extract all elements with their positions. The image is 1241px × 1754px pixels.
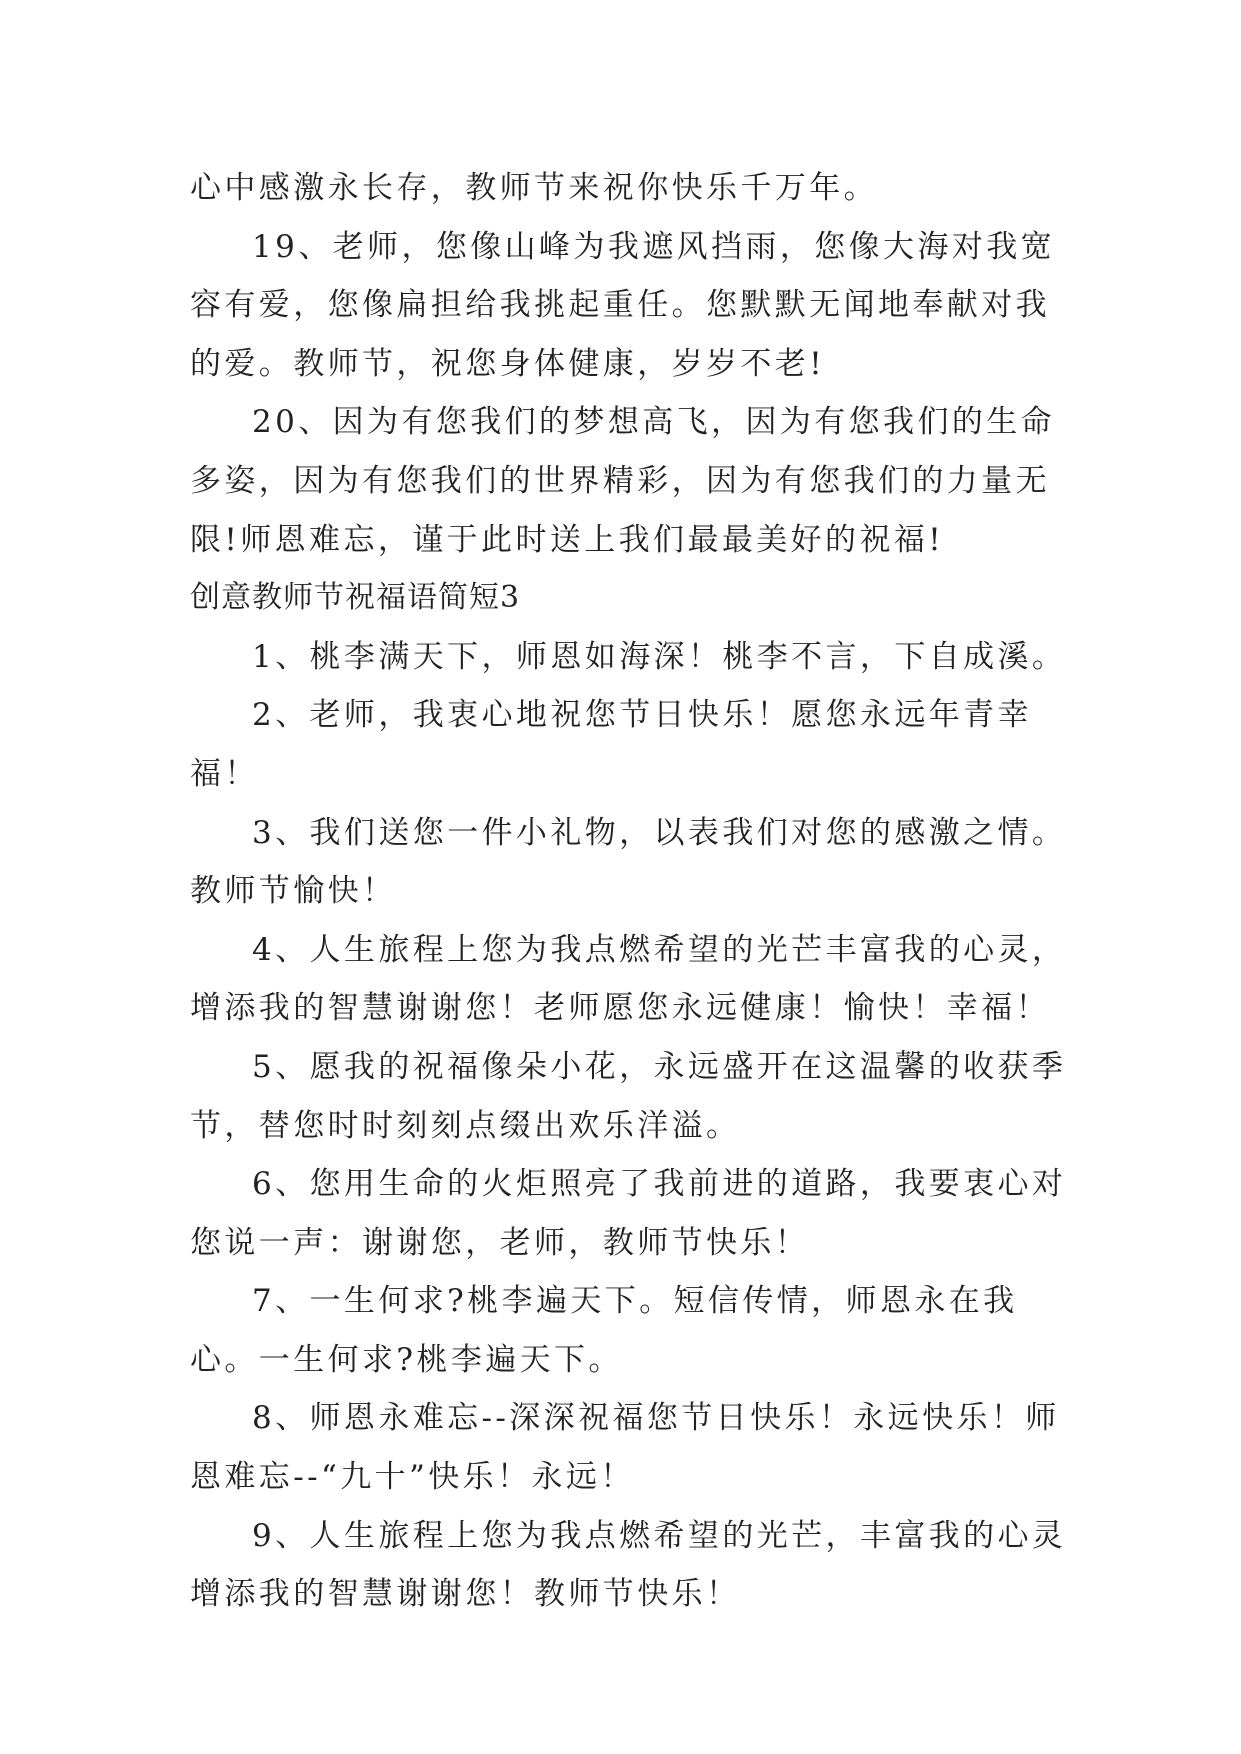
paragraph-item-1: 1、桃李满天下，师恩如海深！桃李不言，下自成溪。 [252,638,1067,675]
paragraph-item-6: 6、您用生命的火炬照亮了我前进的道路，我要衷心对您说一声：谢谢您，老师，教师节快乐！ [190,1166,1067,1261]
paragraph-item-9: 9、人生旅程上您为我点燃希望的光芒，丰富我的心灵增添我的智慧谢谢您！教师节快乐！ [190,1517,1067,1613]
paragraph-item-4: 4、人生旅程上您为我点燃希望的光芒丰富我的心灵，增添我的智慧谢谢您！老师愿您永远健康！愉快！幸福！ [190,931,1067,1027]
paragraph-item-19: 19、老师，您像山峰为我遮风挡雨，您像大海对我宽容有爱，您像扁担给我挑起重任。您默默无闻地奉献对我的爱。教师节，祝您身体健康，岁岁不老! [190,228,1056,382]
paragraph-continuation: 心中感激永长存，教师节来祝你快乐千万年。 [190,170,878,206]
paragraph-item-3: 3、我们送您一件小礼物，以表我们对您的感激之情。教师节愉快！ [190,814,1067,910]
section-heading: 创意教师节祝福语简短3 [190,580,521,616]
paragraph-item-8: 8、师恩永难忘--深深祝福您节日快乐！永远快乐！师恩难忘--“九十”快乐！永远！ [190,1400,1060,1496]
paragraph-item-20: 20、因为有您我们的梦想高飞，因为有您我们的生命多姿，因为有您我们的世界精彩，因为有您我们的力量无限!师恩难忘，谨于此时送上我们最最美好的祝福! [190,404,1056,558]
document-body [190,159,1070,1624]
paragraph-item-2: 2、老师，我衷心地祝您节日快乐！愿您永远年青幸福！ [190,697,1032,792]
paragraph-item-7: 7、一生何求?桃李遍天下。短信传情，师恩永在我心。一生何求?桃李遍天下。 [190,1283,1018,1378]
paragraph-item-5: 5、愿我的祝福像朵小花，永远盛开在这温馨的收获季节，替您时时刻刻点缀出欢乐洋溢。 [190,1048,1067,1144]
